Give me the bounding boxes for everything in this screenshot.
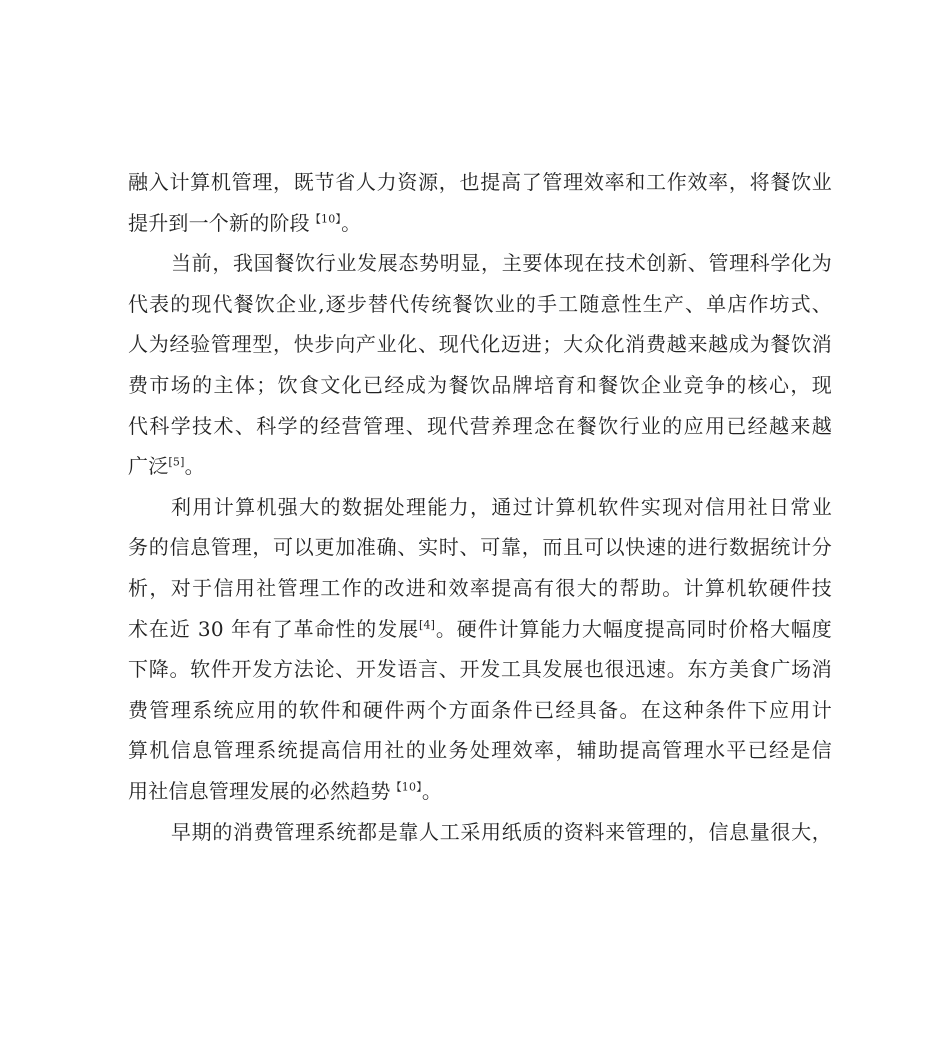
text-line <box>128 568 832 609</box>
text-line-main: 融入计算机管理，既节省人力资源，也提高了管理效率和工作效率，将餐饮业 <box>128 170 832 194</box>
text-line <box>128 406 832 447</box>
text-line-tail: 。 <box>421 778 443 803</box>
text-line-tail: 。 <box>184 454 205 479</box>
text-line-main: 费管理系统应用的软件和硬件两个方面条件已经具备。在这种条件下应用计 <box>128 697 832 722</box>
text-line-main: 代科学技术、科学的经营管理、现代营养理念在餐饮行业的应用已经越来越 <box>128 413 832 438</box>
text-line <box>128 243 832 284</box>
text-line-main: 术在近 30 年有了革命性的发展 <box>128 616 419 641</box>
text-line <box>128 812 832 853</box>
text-line-main: 析，对于信用社管理工作的改进和效率提高有很大的帮助。计算机软硬件技 <box>128 575 832 600</box>
body-text <box>128 162 832 852</box>
text-line <box>128 487 832 528</box>
citation-marker: [4] <box>418 617 436 631</box>
citation-marker: 【10】 <box>309 211 342 225</box>
citation-marker: 【10】 <box>390 780 422 794</box>
text-line <box>128 527 832 568</box>
text-line-main: 广泛 <box>128 454 169 479</box>
text-line <box>128 324 832 365</box>
text-line-tail: 。硬件计算能力大幅度提高同时价格大幅度 <box>435 616 832 641</box>
text-line-main: 代表的现代餐饮企业,逐步替代传统餐饮业的手工随意性生产、单店作坊式、 <box>128 291 832 316</box>
text-line <box>128 649 832 690</box>
text-line <box>128 203 832 244</box>
citation-marker: [5] <box>168 455 185 469</box>
text-line-main: 务的信息管理，可以更加准确、实时、可靠，而且可以快速的进行数据统计分 <box>128 535 832 560</box>
text-line <box>128 730 832 771</box>
text-line <box>128 284 832 325</box>
text-line-main: 用社信息管理发展的必然趋势 <box>128 778 391 803</box>
text-line <box>128 609 832 650</box>
text-line-main: 算机信息管理系统提高信用社的业务处理效率，辅助提高管理水平已经是信 <box>128 738 832 763</box>
text-line-main: 人为经验管理型，快步向产业化、现代化迈进；大众化消费越来越成为餐饮消 <box>128 332 832 357</box>
text-line <box>128 446 832 487</box>
text-line-main: 下降。软件开发方法论、开发语言、开发工具发展也很迅速。东方美食广场消 <box>128 657 832 682</box>
text-line-tail: 。 <box>341 210 362 235</box>
text-line-main: 费市场的主体；饮食文化已经成为餐饮品牌培育和餐饮企业竞争的核心，现 <box>128 372 832 397</box>
text-line <box>128 365 832 406</box>
text-line-main: 利用计算机强大的数据处理能力，通过计算机软件实现对信用社日常业 <box>171 494 832 519</box>
text-line-main: 早期的消费管理系统都是靠人工采用纸质的资料来管理的，信息量很大， <box>171 819 832 844</box>
text-line <box>128 690 832 731</box>
text-line <box>128 162 832 203</box>
text-line-main: 提升到一个新的阶段 <box>128 210 310 235</box>
text-line <box>128 771 832 812</box>
text-line-main: 当前，我国餐饮行业发展态势明显，主要体现在技术创新、管理科学化为 <box>171 251 832 276</box>
